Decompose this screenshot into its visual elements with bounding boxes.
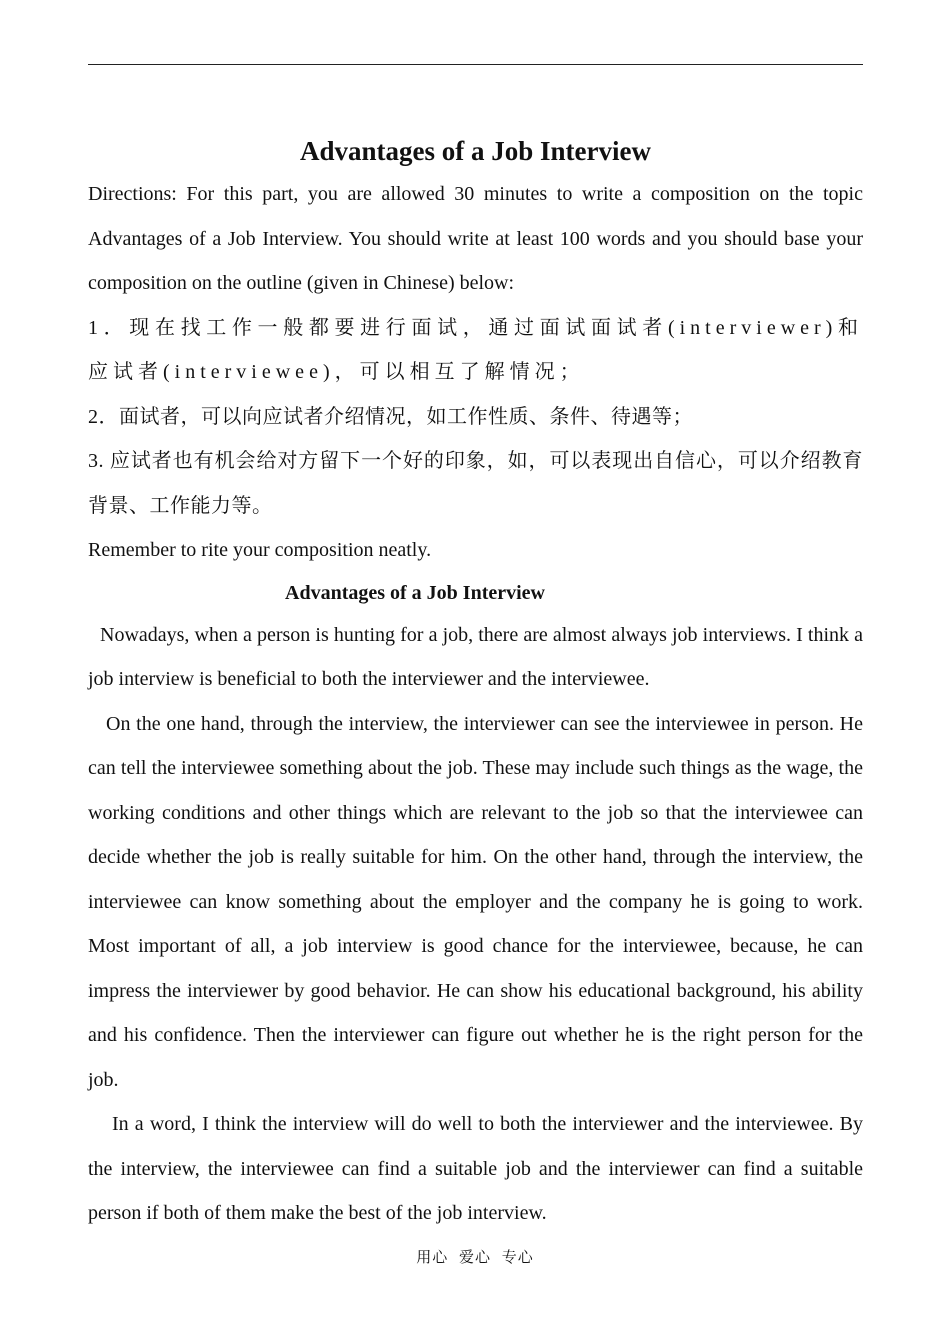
outline-item-3: 3. 应试者也有机会给对方留下一个好的印象，如，可以表现出自信心，可以介绍教育背景、工作能力等。 (88, 450, 863, 517)
page-footer: 用心 爱心 专心 (416, 1250, 534, 1266)
document-page (88, 134, 863, 1236)
outline-item-2: 2．面试者，可以向应试者介绍情况，如工作性质、条件、待遇等； (88, 405, 693, 428)
essay-paragraph-3: In a word, I think the interview will do well to both the interviewer and the interviewee. By the interview, the interviewee can find a suitable job and the interviewer can find a suitable person if both of them make the best of the job interview. (88, 1113, 863, 1224)
essay-title: Advantages of a Job Interview (285, 581, 545, 604)
essay-paragraph-2: On the one hand, through the interview, the interviewer can see the interviewee in person. He can tell the interviewee something about the job. These may include such things as the wage, the working conditions and other things which are relevant to the job so that the interviewee can decide whether the job is really suitable for him. On the other hand, through the interview, the interviewee can know something about the employer and the company he is going to work. Most important of all, a job interview is good chance for the interviewee, because, he can impress the interviewer by good behavior. He can show his educational background, his ability and his confidence. Then the interviewer can figure out whether he is the right person for the job. (88, 712, 863, 1091)
document-title: Advantages of a Job Interview (300, 136, 651, 166)
essay-paragraph-1: Nowadays, when a person is hunting for a job, there are almost always job interviews. I think a job interview is beneficial to both the interviewer and the interviewee. (88, 623, 863, 690)
outline-item-1: 1．现在找工作一般都要进行面试，通过面试面试者(interviewer)和应试者(interviewee)，可以相互了解情况； (88, 316, 863, 383)
header-rule (88, 64, 863, 65)
directions-paragraph: Directions: For this part, you are allowed 30 minutes to write a composition on the topic Advantages of a Job Interview. You should write at least 100 words and you should base your composition on the outline (given in Chinese) below: (88, 183, 863, 294)
reminder-text: Remember to rite your composition neatly. (88, 539, 432, 561)
